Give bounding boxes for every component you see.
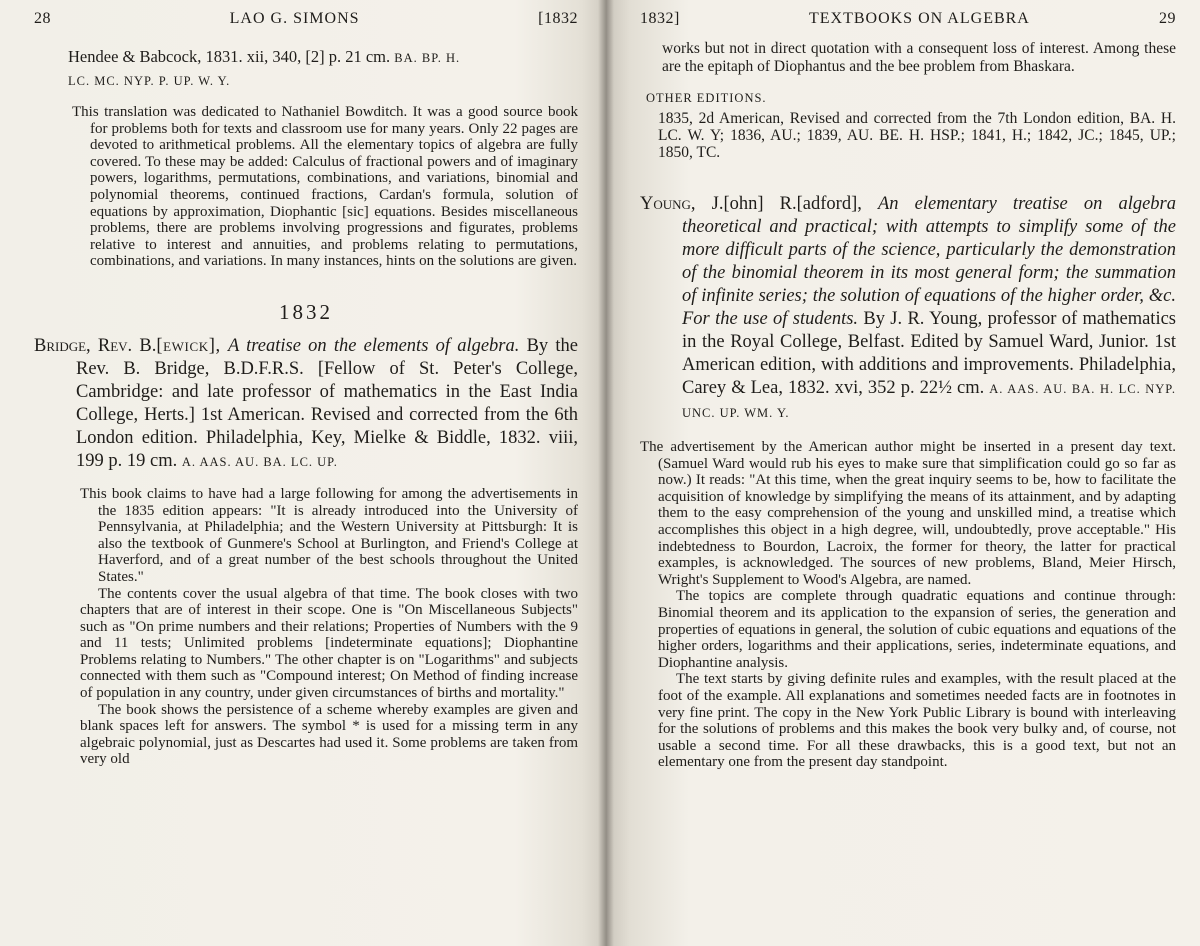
bridge-annotation-p3: The book shows the persistence of a scheme whereby examples are given and blank spaces left for answers. The symbol * is used for a missing term in any algebraic polynomial, just as Descartes had used it. Some problems are taken from very old xyxy=(80,701,578,768)
right-page-number: 29 xyxy=(1159,10,1176,27)
hendee-entry xyxy=(34,46,578,92)
bridge-annotation xyxy=(34,486,578,768)
bridge-title: A treatise on the elements of algebra. xyxy=(227,335,520,356)
young-annotation-p3: The text starts by giving definite rules and examples, with the result placed at the foot of the example. All explanations and sometimes needed facts are in footnotes in very fine print. The copy in the New York Public Library is bound with interleaving for the solutions of problems and this makes the book very bulky and, of course, not usable a second time. For all these drawbacks, this is a good text, but not an elementary one from the present day standpoint. xyxy=(658,671,1176,771)
young-annotation-p2: The topics are complete through quadratic equations and continue through: Binomial theorem and its application to the expansion of series, the generation and properties of equations in general, the solution of cubic equations and equations of the higher orders, logarithms and their applications, series, indeterminate equations, and Diophantine analysis. xyxy=(658,588,1176,671)
book-gutter xyxy=(598,0,614,946)
bridge-annotation-p1: This book claims to have had a large following for among the advertisements in the 1835 edition appears: "It is already introduced into the University of Pennsylvania, at Philadelphia; and the Western University at Pittsburgh: It is also the textbook of Gunmere's School at Burlington, and Friend's College at Haverford, and of a great number of the best schools throughout the United States." xyxy=(80,485,578,585)
other-editions-heading: OTHER EDITIONS. xyxy=(646,91,767,105)
right-running-head xyxy=(640,10,1176,40)
right-bracket-year: 1832] xyxy=(640,10,680,27)
bridge-annotation-p2: The contents cover the usual algebra of that time. The book closes with two chapters that are of interest in their scope. One is "On Miscellaneous Subjects" such as "On prime numbers and their relations; Properties of Numbers with the 9 and 11 tests; Unlimited problems [indeterminate equations]; Diophantine Problems relating to Numbers." The other chapter is on "Logarithms" and subjects connected with them such as "Compound interest; On Method of finding increase of population in any country, under given circumstances of births and mortality." xyxy=(80,585,578,702)
bridge-author-bracket: [ewick], xyxy=(156,335,221,356)
continuation-text xyxy=(640,40,1176,75)
hendee-annotation xyxy=(34,104,578,270)
left-page-number: 28 xyxy=(34,10,51,27)
hendee-holdings-2: LC. MC. NYP. P. UP. W. Y. xyxy=(68,74,231,88)
young-author: Young, J. xyxy=(640,194,724,214)
left-running-head xyxy=(34,10,578,40)
young-holdings: A. AAS. AU. BA. H. LC. NYP. UNC. UP. WM. Y. xyxy=(682,382,1176,420)
bridge-holdings: A. AAS. AU. BA. LC. UP. xyxy=(181,454,338,469)
continuation-paragraph: works but not in direct quotation with a consequent loss of interest. Among these are the epitaph of Diophantus and the bee problem from Bhaskara. xyxy=(662,40,1176,75)
right-page xyxy=(606,0,1200,946)
young-author-mid: [ohn] R. xyxy=(723,194,797,214)
young-annotation xyxy=(640,439,1176,771)
bridge-details: By the Rev. B. Bridge, B.D.F.R.S. [Fellow of St. Peter's College, Cambridge: and late professor of mathematics in the East India College, Herts.] 1st American. Revised and corrected from the 6th London edition. Philadelphia, Key, Mielke & Biddle, 1832. viii, 199 p. 19 cm. xyxy=(76,335,578,471)
hendee-annotation-text: This translation was dedicated to Nathaniel Bowditch. It was a good source book for problems both for texts and classroom use for many years. Only 22 pages are devoted to arithmetical problems. All the elementary topics of algebra are fully covered. To these may be added: Calculus of fractional powers and of imaginary powers, logarithms, permutations, combinations, and variations, binomial and polynomial theorems, continued fractions, Cardan's formula, solution of equations by approximation, Diophantic [sic] equations. Besides miscellaneous problems, there are problems involving progressions and figurates, problems relative to interest and annuities, and problems relating to permutations, combinations, and variations. In many instances, hints on the solutions are given. xyxy=(72,104,578,270)
young-author-end: [adford], xyxy=(796,194,862,214)
right-running-title: TEXTBOOKS ON ALGEBRA xyxy=(808,10,1030,27)
bridge-author: Bridge, Rev. B. xyxy=(34,335,157,356)
left-running-title: LAO G. SIMONS xyxy=(229,10,360,27)
left-bracket-year: [1832 xyxy=(538,10,578,27)
hendee-holdings-1: BA. BP. H. xyxy=(394,51,461,65)
young-entry xyxy=(640,193,1176,425)
young-details: By J. R. Young, professor of mathematics in the Royal College, Belfast. Edited by Samuel Ward, Junior. 1st American edition, with additions and improvements. Philadelphia, Carey & Lea, 1832. xvi, 352 p. 22½ cm. xyxy=(682,309,1176,398)
young-annotation-p1: The advertisement by the American author might be inserted in a present day text. (Samuel Ward would rub his eyes to make sure that simplification could go so far as now.) It reads: "At this time, when the great inquiry seems to be, how to facilitate the acquisition of knowledge by simplifying the means of its attainment, and by adapting them to the easy comprehension of the young and unskilled mind, a treatise which accomplishes this object in a high degree, will, undoubtedly, prove acceptable." His indebtedness to Bourdon, Lacroix, the former for theory, the latter for practical examples, is acknowledged. The sources of new problems, Bland, Meier Hirsch, Wright's Supplement to Wood's Algebra, are named. xyxy=(640,439,1176,588)
young-title: An elementary treatise on algebra theoretical and practical; with attempts to simplify some of the more difficult parts of the science, particularly the demonstration of the binomial theorem in its most general form; the summation of infinite series; the solution of equations of the higher order, &c. For the use of students. xyxy=(682,194,1177,329)
other-editions: 1835, 2d American, Revised and corrected from the 7th London edition, BA. H. LC. W. Y; 1836, AU.; 1839, AU. BE. H. HSP.; 1841, H.; 1842, JC.; 1845, UP.; 1850, TC. xyxy=(658,110,1176,161)
year-heading: 1832 xyxy=(279,299,333,324)
bridge-entry xyxy=(34,335,578,474)
hendee-entry-line: Hendee & Babcock, 1831. xii, 340, [2] p. 21 cm. xyxy=(68,47,391,66)
